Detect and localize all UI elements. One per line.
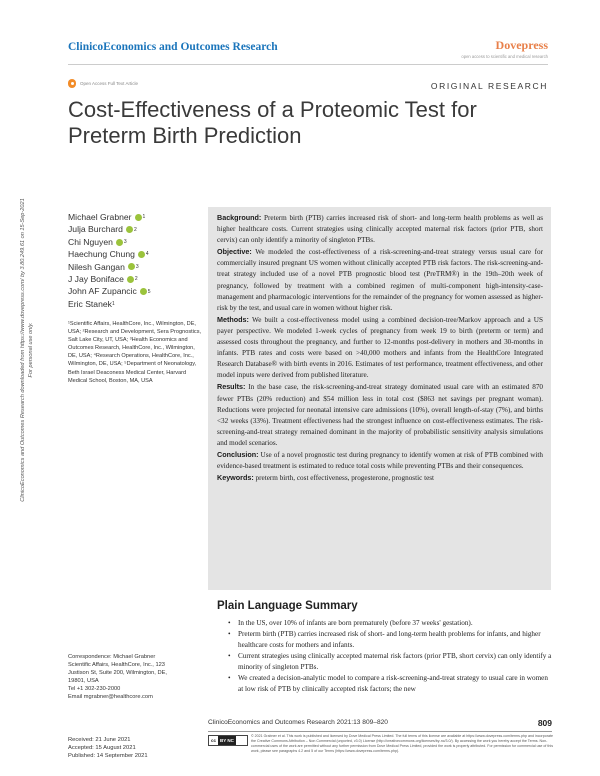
abstract-conclusion-label: Conclusion: — [217, 449, 259, 459]
correspondence-email[interactable]: Email mgrabner@healthcore.com — [68, 693, 153, 700]
author-name[interactable]: Chi Nguyen — [68, 236, 113, 247]
article-title-line1: Cost-Effectiveness of a Proteomic Test for — [68, 97, 477, 122]
abstract-conclusion-text: Use of a novel prognostic test during pregnancy to identify women at risk of PTB combined with evidence-based treatment is estimated to reduce total costs while preventing PTBs and their consequences. — [217, 450, 544, 471]
license-text: © 2021 Grabner et al. This work is published and licensed by Dove Medical Press Limited. The full terms of this license are available at https://www.dovepress.com/terms.php and incorporate the Creative Commons Attribution – Non Commercial (unported, v3.0) License (http://creativecommons.org/licenses/by-nc/3.0/). By accessing the work you hereby accept the Terms. Non-commercial uses of the work are permitted without any further permission from Dove Medical Press Limited, provided the work is properly attributed. For permission for commercial use of this work, please see paragraphs 4.2 and 5 of our Terms (https://www.dovepress.com/terms.php). — [251, 734, 553, 753]
correspondence-address-line2: Justison St, Suite 200, Wilmington, DE, — [68, 669, 167, 676]
author-item: John AF Zupancic 5 — [68, 286, 151, 297]
footer-citation[interactable]: ClinicoEconomics and Outcomes Research 2021:13 809–820 — [208, 719, 388, 726]
cc-badge-left: cc — [211, 738, 217, 743]
published-date: Published: 14 September 2021 — [68, 753, 148, 760]
list-item: • We created a decision-analytic model to compare a risk-screening-and-treat strategy to usual care in women at low risk of PTB by clinically accepted risk factors; the new — [230, 673, 552, 695]
page-number: 809 — [537, 718, 552, 728]
abstract-results-text: In the base case, the risk-screening-and-treat strategy dominated usual care with an estimated 870 fewer PTBs (20% reduction) and $54 million less in total cost ($863 net savings per pregnant woman). Reductions were projected for neonatal intensive care admissions (10%), overall length-of-stay (7%), and births <32 weeks (33%). Treatment effectiveness had the strongest influence on cost-effectiveness estimates. The risk-screening-and-treat strategy remained dominant in the majority of probabilistic sensitivity analysis simulations and model scenarios. — [217, 383, 543, 447]
abstract — [208, 207, 551, 590]
list-item: • Current strategies using clinically accepted maternal risk factors (prior PTB, short cervix) can only identify a minority of singleton PTBs. — [230, 651, 552, 673]
correspondence-phone: Tel +1 302-230-2000 — [68, 685, 121, 692]
orcid-icon[interactable] — [135, 214, 142, 221]
header-divider — [68, 64, 548, 65]
abstract-results-label: Results: — [217, 382, 246, 392]
correspondence-address-line1: Scientific Affairs, HealthCore, Inc., 123 — [68, 661, 165, 668]
article-type: ORIGINAL RESEARCH — [430, 81, 548, 91]
plain-language-list — [230, 618, 552, 695]
article-title — [68, 97, 488, 149]
abstract-conclusion — [217, 449, 543, 472]
abstract-methods — [217, 314, 543, 382]
abstract-methods-text: We built a cost-effectiveness model using a combined decision-tree/Markov approach and a US payer perspective. We modeled 1-week cycles of pregnancy from week 19 to birth (preterm or term) and assessed costs throughout the pregnancy, and further to 12-months post-delivery in mothers and 30-months in infants. PTB rates and costs were based on >40,000 mothers and infants from the HealthCore Integrated Research Database® with birth events in 2016. Estimates of test performance, treatment effectiveness, and other model inputs were derived from published literature. — [217, 315, 543, 380]
cc-badge-right: BY NC — [220, 738, 234, 743]
journal-name: ClinicoEconomics and Outcomes Research — [68, 41, 278, 53]
author-list — [68, 211, 151, 310]
abstract-keywords-text: preterm birth, cost effectiveness, progesterone, prognostic test — [255, 474, 435, 483]
orcid-icon[interactable] — [128, 263, 135, 270]
author-name[interactable]: J Jay Boniface — [68, 274, 124, 285]
cc-license-badge[interactable] — [208, 735, 248, 746]
author-name[interactable]: John AF Zupancic — [68, 286, 137, 297]
open-access-label: Open Access Full Text Article — [80, 81, 138, 86]
author-name[interactable]: Nilesh Gangan — [68, 261, 125, 272]
abstract-objective-text: We modeled the cost-effectiveness of a risk-screening-and-treat strategy versus usual care for commercially insured pregnant US women without clinically accepted PTB risk factors. The risk-screening-and-treat strategy included use of a novel PTB prognostic blood test (PreTRM®) in the 19th–20th week of pregnancy, followed by treatment with a combined regimen of multi-component high-intensity-case-management and pharmacologic interventions for the remainder of the pregnancy for women assessed as higher-risk by the test, and usual care in women without higher risk. — [217, 248, 543, 312]
affiliations: ¹Scientific Affairs, HealthCore, Inc., Wilmington, DE, USA; ²Research and Development, Sera Prognostics, Salt Lake City, UT, USA; ³Health Economics and Outcomes Research, HealthCore, Inc., Wilmington, DE, USA; ⁴Research Operations, HealthCore, Inc., Wilmington, DE, USA; ⁵Department of Neonatology, Beth Israel Deaconess Medical Center, Harvard Medical School, Boston, MA, USA — [68, 321, 202, 384]
footer-divider — [208, 731, 552, 732]
publisher-tagline: open access to scientific and medical research — [461, 54, 548, 59]
author-item: Haechung Chung 4 — [68, 249, 149, 260]
author-name[interactable]: Haechung Chung — [68, 249, 135, 260]
article-title-line2: Preterm Birth Prediction — [68, 123, 302, 148]
orcid-icon[interactable] — [140, 288, 147, 295]
abstract-keywords — [217, 472, 543, 484]
open-access-badge — [68, 79, 138, 88]
author-item: Julja Burchard 2 — [68, 224, 137, 235]
abstract-methods-label: Methods: — [217, 314, 249, 324]
author-item: Nilesh Gangan 3 — [68, 261, 139, 272]
download-notice — [20, 130, 50, 570]
abstract-background-text: Preterm birth (PTB) carries increased risk of short- and long-term health problems as well as higher healthcare costs. Current strategies using clinically accepted maternal risk factors (prior PTB, short cervix) can only identify a minority of singleton PTBs. — [217, 214, 543, 245]
correspondence — [68, 654, 203, 701]
abstract-keywords-label: Keywords: — [217, 473, 254, 483]
orcid-icon[interactable] — [138, 251, 145, 258]
accepted-date: Accepted: 15 August 2021 — [68, 745, 136, 752]
publication-dates — [68, 736, 148, 760]
correspondence-label: Correspondence: Michael Grabner — [68, 654, 156, 660]
download-notice-line1: ClinicoEconomics and Outcomes Research downloaded from https://www.dovepress.com/ by 3.80.249.61 on 15-Sep-2021 — [20, 198, 26, 502]
author-item: Chi Nguyen 3 — [68, 236, 127, 247]
list-item: • Preterm birth (PTB) carries increased risk of short- and long-term health problems for infants, and higher healthcare costs for mothers and infants. — [230, 629, 552, 651]
author-name[interactable]: Julja Burchard — [68, 224, 123, 235]
author-item: Michael Grabner 1 — [68, 212, 146, 222]
correspondence-address-line3: 19801, USA — [68, 677, 99, 684]
author-item: J Jay Boniface 2 — [68, 274, 138, 285]
orcid-icon[interactable] — [127, 276, 134, 283]
author-name[interactable]: Michael Grabner — [68, 212, 132, 222]
received-date: Received: 21 June 2021 — [68, 737, 131, 743]
plain-language-heading: Plain Language Summary — [217, 600, 358, 612]
author-name[interactable]: Eric Stanek — [68, 298, 112, 309]
list-item: • In the US, over 10% of infants are born prematurely (before 37 weeks' gestation). — [230, 618, 552, 629]
publisher-logo[interactable]: Dovepress — [495, 38, 548, 52]
author-item: Eric Stanek 1 — [68, 298, 115, 309]
download-notice-line2: For personal use only. — [27, 322, 34, 378]
abstract-results — [217, 381, 543, 449]
orcid-icon[interactable] — [116, 239, 123, 246]
open-access-lock-icon — [68, 79, 76, 88]
abstract-objective-label: Objective: — [217, 247, 252, 257]
orcid-icon[interactable] — [126, 226, 133, 233]
abstract-background — [217, 212, 543, 246]
abstract-objective — [217, 246, 543, 314]
abstract-background-label: Background: — [217, 213, 262, 222]
